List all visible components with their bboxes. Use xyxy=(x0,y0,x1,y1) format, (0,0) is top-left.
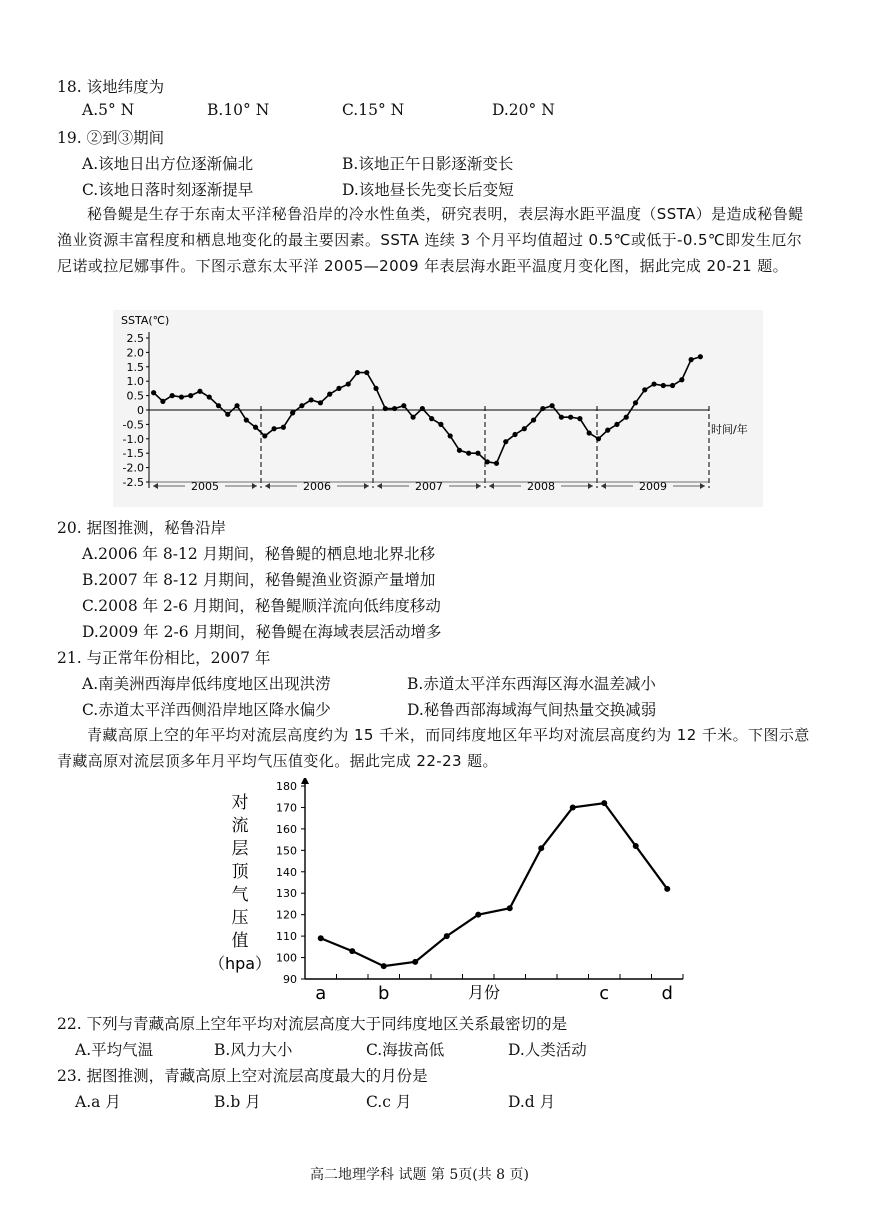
ssta-y-tick-label: 1.0 xyxy=(126,375,144,389)
ssta-data-point xyxy=(642,387,647,392)
ssta-data-point xyxy=(651,381,656,386)
page-footer: 高二地理学科 试题 第 5页(共 8 页) xyxy=(310,1167,529,1183)
ssta-data-point xyxy=(466,451,471,456)
tp-data-point xyxy=(349,948,355,954)
ssta-data-point xyxy=(494,461,499,466)
ssta-y-tick-label: 0 xyxy=(137,404,144,417)
ssta-year-label: 2008 xyxy=(527,480,555,493)
tp-y-tick-label: 100 xyxy=(276,951,297,965)
ssta-data-point xyxy=(624,415,629,420)
ssta-data-point xyxy=(244,417,249,422)
q19-option-b: B.该地正午日影逐渐变长 xyxy=(342,155,514,173)
q19-option-d: D.该地昼长先变长后变短 xyxy=(342,181,514,199)
tp-y-label-char: 值 xyxy=(231,931,249,951)
ssta-data-point xyxy=(299,403,304,408)
q23-option-d: D.d 月 xyxy=(508,1093,556,1111)
ssta-x-axis-label: 时间/年 xyxy=(711,423,748,436)
q21-option-a: A.南美洲西海岸低纬度地区出现洪涝 xyxy=(82,675,331,693)
passage-ssta xyxy=(57,201,817,279)
ssta-y-tick-label: 1.5 xyxy=(126,360,144,374)
q19-option-a: A.该地日出方位逐渐偏北 xyxy=(82,155,254,173)
q21-option-c: C.赤道太平洋西侧沿岸地区降水偏少 xyxy=(82,701,331,719)
tp-data-point xyxy=(570,804,576,810)
q20-option-b: B.2007 年 8-12 月期间，秘鲁鳀渔业资源产量增加 xyxy=(82,571,436,589)
q20-option-d: D.2009 年 2-6 月期间，秘鲁鳀在海域表层活动增多 xyxy=(82,623,442,641)
ssta-data-point xyxy=(281,425,286,430)
ssta-data-point xyxy=(253,425,258,430)
ssta-data-point xyxy=(179,394,184,399)
tp-data-point xyxy=(318,935,324,941)
ssta-data-point xyxy=(290,410,295,415)
ssta-data-point xyxy=(633,400,638,405)
q23-option-b: B.b 月 xyxy=(214,1093,261,1111)
ssta-data-point xyxy=(225,412,230,417)
ssta-data-point xyxy=(188,393,193,398)
ssta-y-tick-label: 2.5 xyxy=(126,332,144,345)
tp-x-axis-label: 月份 xyxy=(467,983,501,1002)
q20-option-c: C.2008 年 2-6 月期间，秘鲁鳀顺洋流向低纬度移动 xyxy=(82,597,441,615)
tp-y-tick-label: 90 xyxy=(283,973,297,986)
ssta-data-point xyxy=(605,428,610,433)
tp-y-tick-label: 130 xyxy=(276,887,297,901)
ssta-data-point xyxy=(448,433,453,438)
ssta-data-point xyxy=(346,381,351,386)
ssta-data-point xyxy=(614,422,619,427)
ssta-data-point xyxy=(698,354,703,359)
ssta-data-point xyxy=(503,439,508,444)
ssta-data-point xyxy=(457,448,462,453)
chart-background xyxy=(113,310,763,507)
ssta-data-point xyxy=(438,422,443,427)
q21-stem: 21. 与正常年份相比，2007 年 xyxy=(57,649,271,667)
tp-y-tick-label: 160 xyxy=(276,822,297,836)
tp-y-label-unit: （hpa） xyxy=(208,954,272,973)
ssta-data-point xyxy=(689,357,694,362)
passage-tropopause xyxy=(57,722,817,774)
ssta-year-label: 2009 xyxy=(639,480,667,493)
ssta-data-point xyxy=(309,397,314,402)
ssta-data-point xyxy=(262,433,267,438)
ssta-data-point xyxy=(559,415,564,420)
q22-option-d: D.人类活动 xyxy=(508,1041,587,1059)
passage-tropopause-text: 青藏高原上空的年平均对流层高度约为 15 千米，而同纬度地区年平均对流层高度约为 12 千米。下图示意青藏高原对流层顶多年月平均气压值变化。据此完成 22-23 题。 xyxy=(57,726,810,770)
ssta-data-point xyxy=(485,459,490,464)
tp-x-label: c xyxy=(599,983,610,1004)
ssta-data-point xyxy=(401,403,406,408)
q22-option-c: C.海拔高低 xyxy=(366,1041,445,1059)
ssta-data-point xyxy=(327,392,332,397)
ssta-data-point xyxy=(197,389,202,394)
tp-y-label-char: 压 xyxy=(231,908,249,928)
tp-y-tick-label: 170 xyxy=(276,801,297,815)
tp-y-tick-label: 140 xyxy=(276,865,297,879)
tp-x-label: b xyxy=(378,983,390,1004)
ssta-data-point xyxy=(429,416,434,421)
q22-stem: 22. 下列与青藏高原上空年平均对流层高度大于同纬度地区关系最密切的是 xyxy=(57,1015,568,1033)
tp-data-point xyxy=(507,905,513,911)
ssta-data-point xyxy=(336,386,341,391)
q20-option-a: A.2006 年 8-12 月期间，秘鲁鳀的栖息地北界北移 xyxy=(82,545,436,563)
q22-option-b: B.风力大小 xyxy=(214,1041,293,1059)
tp-data-point xyxy=(633,843,639,849)
ssta-data-point xyxy=(373,386,378,391)
q23-option-c: C.c 月 xyxy=(366,1093,412,1111)
tp-y-tick-label: 110 xyxy=(276,930,297,944)
tp-y-tick-label: 120 xyxy=(276,908,297,922)
ssta-y-tick-label: -1.0 xyxy=(122,432,144,446)
ssta-year-label: 2005 xyxy=(191,480,219,493)
ssta-data-point xyxy=(475,451,480,456)
ssta-data-point xyxy=(661,383,666,388)
ssta-data-point xyxy=(411,415,416,420)
ssta-data-point xyxy=(587,430,592,435)
ssta-data-point xyxy=(160,399,165,404)
ssta-year-label: 2007 xyxy=(415,480,443,493)
q18-option-b: B.10° N xyxy=(207,101,270,119)
tp-y-tick-label: 150 xyxy=(276,844,297,858)
tp-y-label-char: 顶 xyxy=(231,862,249,882)
q23-option-a: A.a 月 xyxy=(75,1093,121,1111)
tp-data-point xyxy=(538,845,544,851)
ssta-data-point xyxy=(512,432,517,437)
q20-stem: 20. 据图推测，秘鲁沿岸 xyxy=(57,519,227,537)
ssta-data-point xyxy=(170,393,175,398)
passage-ssta-text: 秘鲁鳀是生存于东南太平洋秘鲁沿岸的冷水性鱼类，研究表明，表层海水距平温度（SSTA）是造成秘鲁鳀渔业资源丰富程度和栖息地变化的最主要因素。SSTA 连续 3 个月平均值超过 0.5℃或低于-0.5℃即发生厄尔尼诺或拉尼娜事件。下图示意东太平洋 2005—2009 年表层海水距平温度月变化图，据此完成 20-21 题。 xyxy=(57,205,804,275)
tp-y-tick-label: 180 xyxy=(276,780,297,793)
tp-y-axis-arrow-icon xyxy=(301,778,309,784)
tp-y-label-char: 气 xyxy=(231,885,249,905)
tp-data-point xyxy=(444,933,450,939)
ssta-data-point xyxy=(596,436,601,441)
ssta-year-label: 2006 xyxy=(303,480,331,493)
ssta-data-point xyxy=(318,400,323,405)
ssta-data-point xyxy=(531,417,536,422)
tp-data-point xyxy=(664,886,670,892)
ssta-data-point xyxy=(568,415,573,420)
tp-y-label-char: 层 xyxy=(231,839,249,859)
ssta-data-point xyxy=(670,383,675,388)
ssta-y-tick-label: -1.5 xyxy=(122,447,144,461)
ssta-y-tick-label: -2.0 xyxy=(122,461,144,475)
tp-y-label-char: 对 xyxy=(231,793,249,813)
ssta-data-point xyxy=(151,390,156,395)
q18-option-c: C.15° N xyxy=(342,101,405,119)
tp-series-line xyxy=(321,803,668,966)
ssta-y-tick-label: -2.5 xyxy=(122,476,144,489)
ssta-data-point xyxy=(522,426,527,431)
ssta-data-point xyxy=(234,403,239,408)
tp-data-point xyxy=(412,959,418,965)
ssta-data-point xyxy=(679,377,684,382)
q18-stem: 18. 该地纬度为 xyxy=(57,78,165,96)
q19-option-c: C.该地日落时刻逐渐提早 xyxy=(82,181,254,199)
ssta-data-point xyxy=(550,403,555,408)
tropopause-pressure-chart xyxy=(205,778,695,1008)
tp-x-label: d xyxy=(661,983,673,1004)
ssta-y-tick-label: 2.0 xyxy=(126,346,144,360)
ssta-data-point xyxy=(355,370,360,375)
q18-option-d: D.20° N xyxy=(492,101,555,119)
ssta-data-point xyxy=(364,370,369,375)
tp-y-label-char: 流 xyxy=(231,816,249,836)
q18-option-a: A.5° N xyxy=(82,101,135,119)
ssta-y-tick-label: 0.5 xyxy=(126,389,144,403)
ssta-data-point xyxy=(272,426,277,431)
tp-x-label: a xyxy=(315,983,327,1004)
ssta-data-point xyxy=(207,394,212,399)
q19-stem: 19. ②到③期间 xyxy=(57,129,165,147)
ssta-y-tick-label: -0.5 xyxy=(122,418,144,432)
ssta-line-chart xyxy=(113,310,763,507)
tp-data-point xyxy=(381,963,387,969)
ssta-data-point xyxy=(216,403,221,408)
tp-data-point xyxy=(601,800,607,806)
q22-option-a: A.平均气温 xyxy=(75,1041,154,1059)
tp-data-point xyxy=(475,912,481,918)
q23-stem: 23. 据图推测，青藏高原上空对流层高度最大的月份是 xyxy=(57,1067,428,1085)
ssta-y-axis-label: SSTA(℃) xyxy=(121,314,170,327)
q21-option-d: D.秘鲁西部海域海气间热量交换减弱 xyxy=(407,701,657,719)
q21-option-b: B.赤道太平洋东西海区海水温差减小 xyxy=(407,675,656,693)
ssta-data-point xyxy=(577,416,582,421)
